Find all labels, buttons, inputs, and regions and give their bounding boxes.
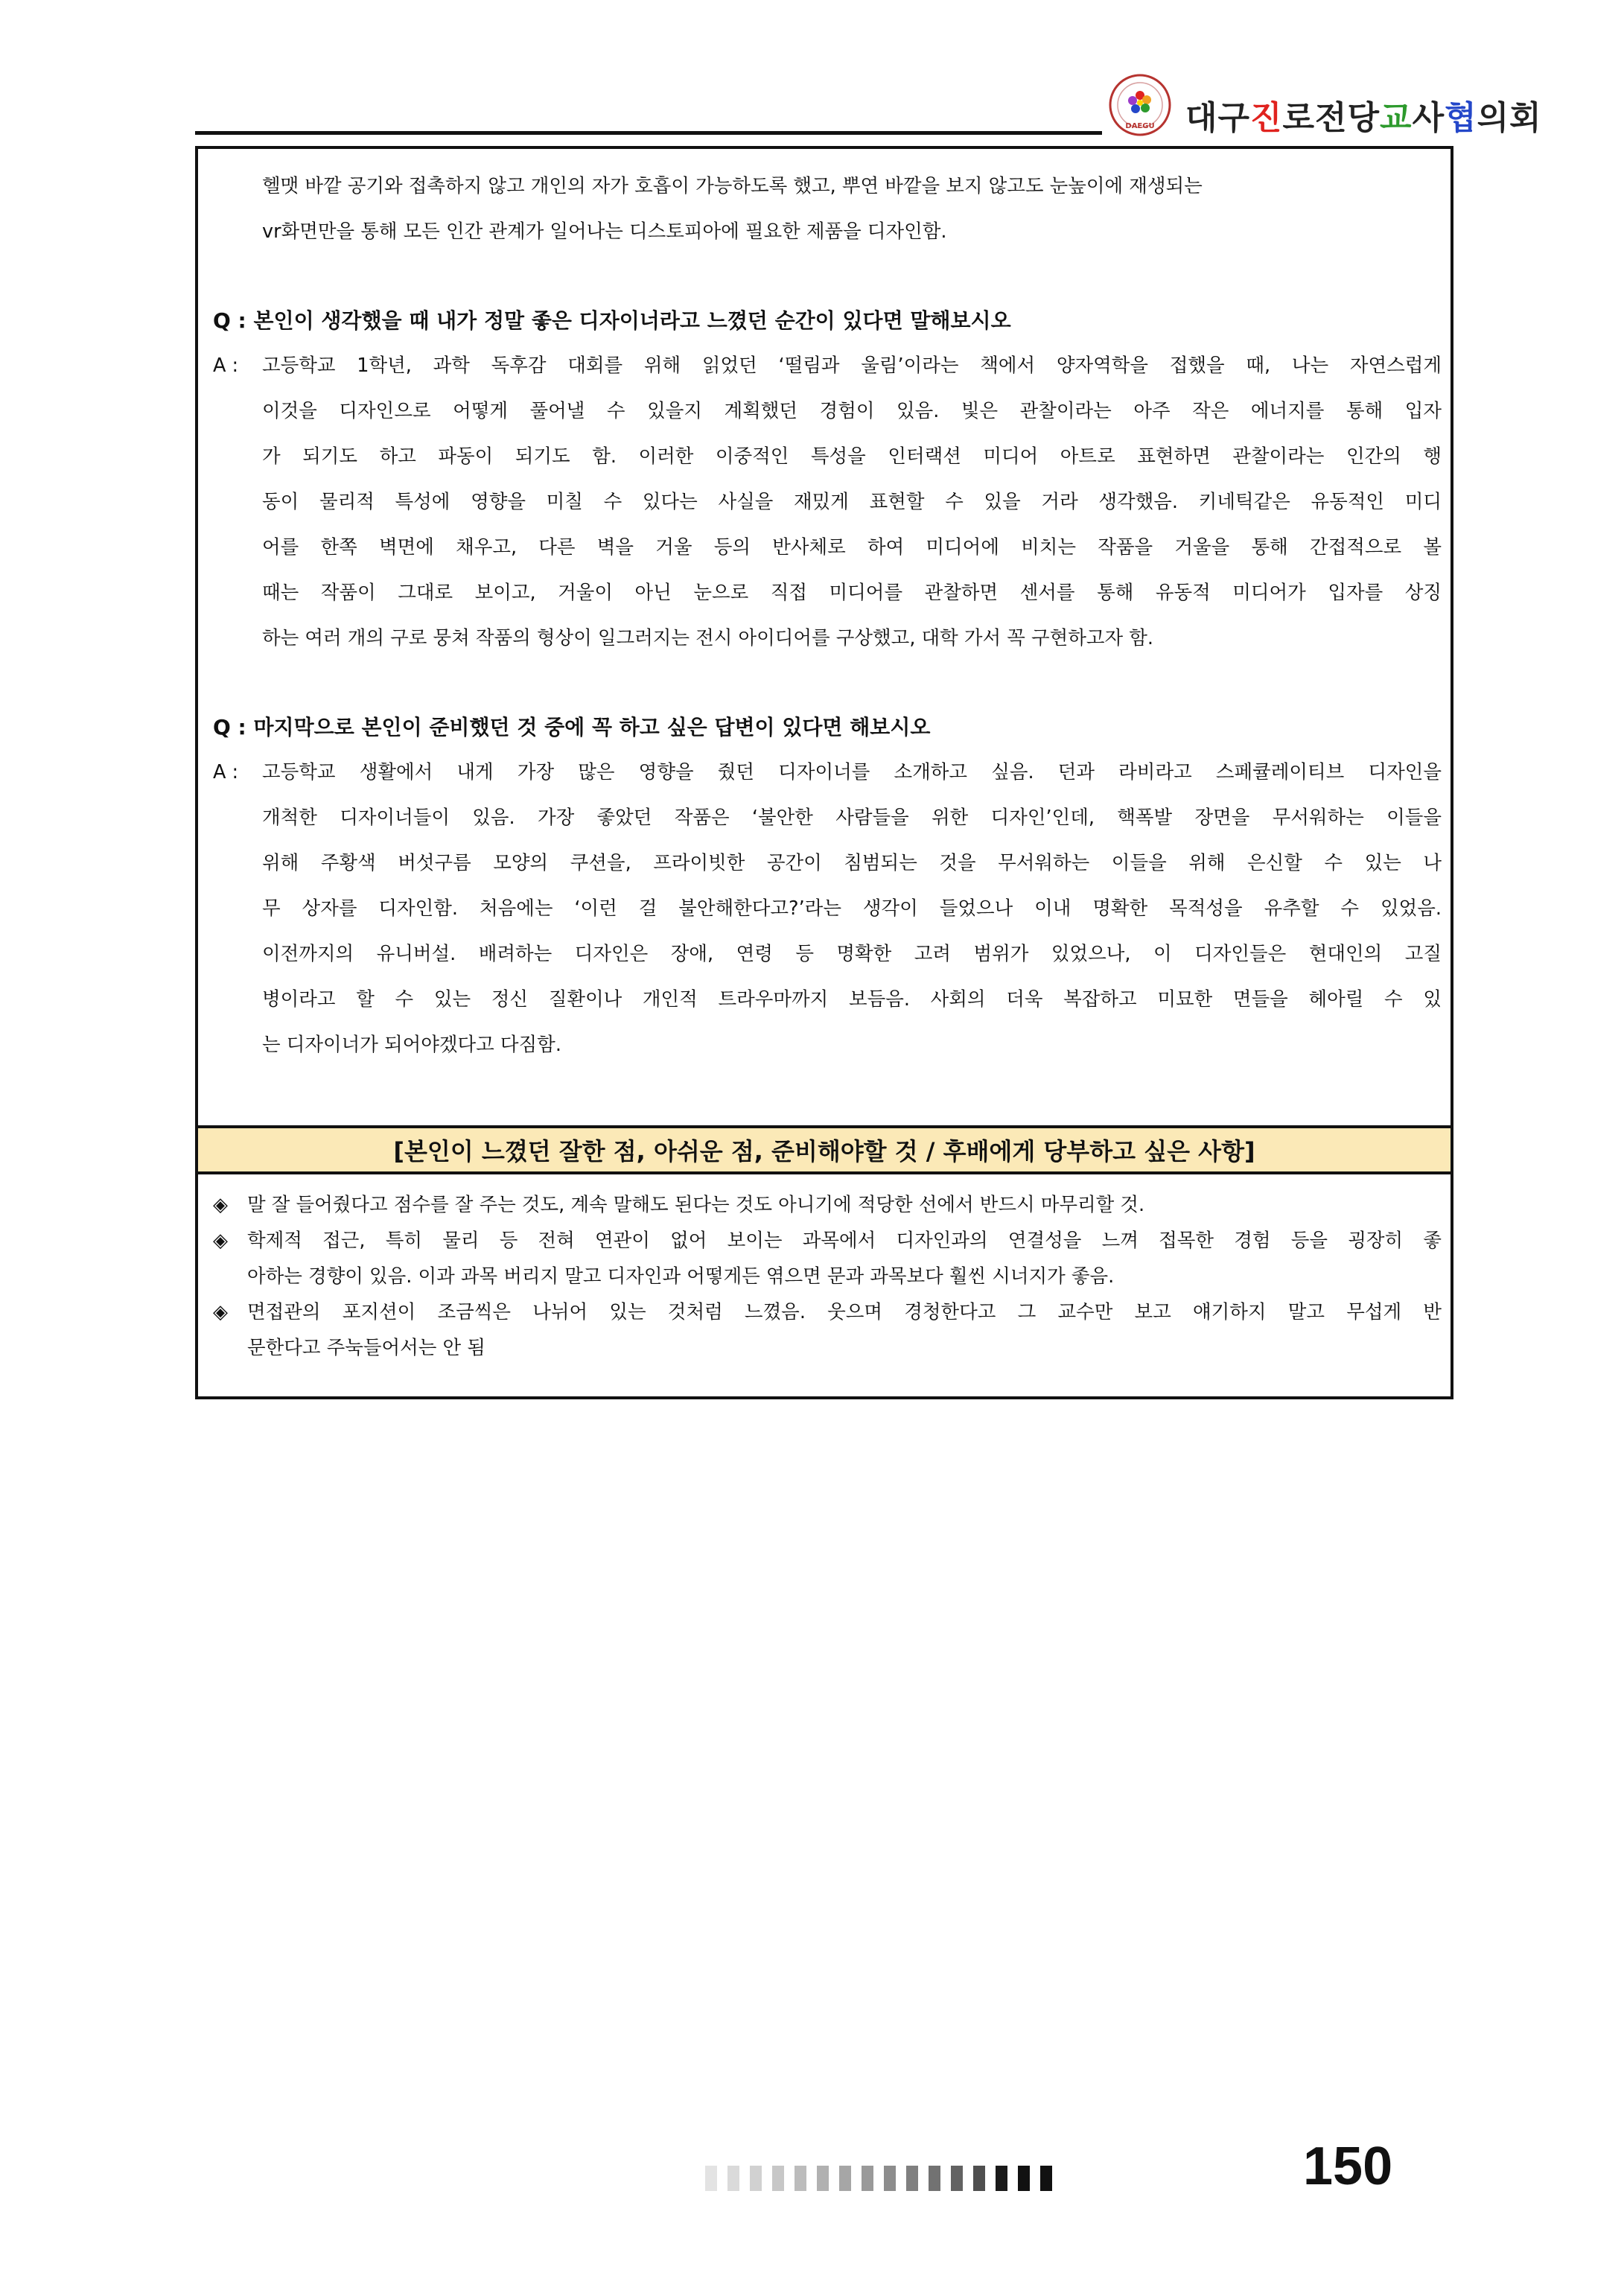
answer <box>213 750 1442 1068</box>
answer-line: 때는 작품이 그대로 보이고, 거울이 아닌 눈으로 직접 미디어를 관찰하면 센서를 통해 유동적 미디어가 입자를 상징 <box>262 582 1442 604</box>
logo-text: DAEGU <box>1125 122 1155 130</box>
answer-line: 어를 한쪽 벽면에 채우고, 다른 벽을 거울 등의 반사체로 하여 미디어에 비치는 작품을 거울을 통해 간접적으로 볼 <box>262 536 1442 559</box>
answer-line: 개척한 디자이너들이 있음. 가장 좋았던 작품은 ‘불안한 사람들을 위한 디자인’인데, 핵폭발 장면을 무서워하는 이들을 <box>262 807 1442 829</box>
list-item <box>213 1187 1442 1223</box>
interview-content-box <box>195 146 1453 1399</box>
page-bar-segment <box>817 2166 829 2191</box>
answer-line: 이것을 디자인으로 어떻게 풀어낼 수 있을지 계획했던 경험이 있음. 빛은 관찰이라는 아주 작은 에너지를 통해 입자 <box>262 400 1442 422</box>
text-line: 헬맷 바깥 공기와 접촉하지 않고 개인의 자가 호흡이 가능하도록 했고, 뿌연 바깥을 보지 않고도 눈높이에 재생되는 <box>262 175 1203 197</box>
answer-line: 고등학교 1학년, 과학 독후감 대회를 위해 읽었던 ‘떨림과 울림’이라는 책에서 양자역학을 접했을 때, 나는 자연스럽게 <box>262 354 1442 377</box>
answer <box>213 343 1442 661</box>
bullet-line: 문한다고 주눅들어서는 안 됨 <box>247 1337 485 1359</box>
answer-line: 하는 여러 개의 구로 뭉쳐 작품의 형상이 일그러지는 전시 아이디어를 구상했고, 대학 가서 꼭 구현하고자 함. <box>262 627 1154 649</box>
answer-label: A : <box>213 761 239 783</box>
page-bar-segment <box>862 2166 873 2191</box>
bullet-line: 면접관의 포지션이 조금씩은 나뉘어 있는 것처럼 느꼈음. 웃으며 경청한다고 그 교수만 보고 얘기하지 말고 무섭게 반 <box>247 1301 1442 1323</box>
answer-line: 위해 주황색 버섯구름 모양의 쿠션을, 프라이빗한 공간이 침범되는 것을 무서워하는 이들을 위해 은신할 수 있는 나 <box>262 852 1442 874</box>
org-title-part: 협 <box>1445 99 1477 137</box>
question: Q : 마지막으로 본인이 준비했던 것 중에 꼭 하고 싶은 답변이 있다면 해보시오 <box>213 715 931 740</box>
answer-line: 고등학교 생활에서 내게 가장 많은 영향을 줬던 디자이너를 소개하고 싶음. 던과 라비라고 스페큘레이티브 디자인을 <box>262 761 1442 783</box>
page-bar-segment <box>705 2166 717 2191</box>
page-bar-segment <box>951 2166 963 2191</box>
page-bar-segment <box>996 2166 1007 2191</box>
diamond-bullet-icon: ◈ <box>213 1301 228 1323</box>
text-line: vr화면만을 통해 모든 인간 관계가 일어나는 디스토피아에 필요한 제품을 디자인함. <box>262 220 947 243</box>
answer-line: 병이라고 할 수 있는 정신 질환이나 개인적 트라우마까지 보듬음. 사회의 더욱 복잡하고 미묘한 면들을 헤아릴 수 있 <box>262 988 1442 1011</box>
page-bar-segment <box>906 2166 918 2191</box>
answer-line: 이전까지의 유니버설. 배려하는 디자인은 장애, 연령 등 명확한 고려 범위가 있었으나, 이 디자인들은 현대인의 고질 <box>262 943 1442 965</box>
page-bar-segment <box>727 2166 739 2191</box>
answer-label: A : <box>213 354 239 377</box>
qa-item <box>213 298 1442 661</box>
org-title-part: 대구 <box>1185 99 1251 137</box>
bullet-line: 아하는 경향이 있음. 이과 과목 버리지 말고 디자인과 어떻게든 엮으면 문과 과목보다 훨씬 시너지가 좋음. <box>247 1265 1115 1288</box>
tips-list <box>213 1187 1442 1366</box>
answer-line: 가 되기도 하고 파동이 되기도 함. 이러한 이중적인 특성을 인터랙션 미디어 아트로 표현하면 관찰이라는 인간의 행 <box>262 445 1442 468</box>
qa-item <box>213 705 1442 1068</box>
diamond-bullet-icon: ◈ <box>213 1230 228 1252</box>
page-bar-segment <box>750 2166 762 2191</box>
list-item <box>213 1294 1442 1366</box>
answer-line: 무 상자를 디자인함. 처음에는 ‘이런 걸 불안해한다고?’라는 생각이 들었으나 이내 명확한 목적성을 유추할 수 있었음. <box>262 897 1442 920</box>
answer-line: 는 디자이너가 되어야겠다고 다짐함. <box>262 1034 561 1056</box>
org-title-part: 로전당 <box>1282 99 1381 137</box>
page-gradient-bar <box>705 2166 1052 2191</box>
org-title-part: 사 <box>1412 99 1445 137</box>
header-rule <box>195 131 1102 135</box>
page-bar-segment <box>1018 2166 1030 2191</box>
continuation-text <box>213 164 1442 255</box>
page-bar-segment <box>772 2166 784 2191</box>
page-bar-segment <box>839 2166 851 2191</box>
page-bar-segment <box>884 2166 896 2191</box>
list-item <box>213 1223 1442 1294</box>
org-title-part: 진 <box>1250 99 1283 137</box>
bullet-line: 학제적 접근, 특히 물리 등 전혀 연관이 없어 보이는 과목에서 디자인과의 연결성을 느껴 접목한 경험 등을 굉장히 좋 <box>247 1230 1442 1252</box>
page-bar-segment <box>929 2166 940 2191</box>
org-title-part: 교 <box>1380 99 1413 137</box>
organization-title <box>1185 91 1542 139</box>
reflection-section-title: [본인이 느꼈던 잘한 점, 아쉬운 점, 준비해야할 것 / 후배에게 당부하고 싶은 사항] <box>198 1125 1451 1174</box>
org-title-part: 의회 <box>1477 99 1542 137</box>
association-emblem-icon <box>1108 73 1172 137</box>
answer-line: 동이 물리적 특성에 영향을 미칠 수 있다는 사실을 재밌게 표현할 수 있을 거라 생각했음. 키네틱같은 유동적인 미디 <box>262 491 1442 513</box>
page-number: 150 <box>1303 2137 1393 2196</box>
page-bar-segment <box>795 2166 806 2191</box>
bullet-line: 말 잘 들어줬다고 점수를 잘 주는 것도, 계속 말해도 된다는 것도 아니기에 적당한 선에서 반드시 마무리할 것. <box>247 1194 1145 1216</box>
page-bar-segment <box>973 2166 985 2191</box>
diamond-bullet-icon: ◈ <box>213 1194 228 1216</box>
question: Q : 본인이 생각했을 때 내가 정말 좋은 디자이너라고 느꼈던 순간이 있다면 말해보시오 <box>213 308 1011 333</box>
page-bar-segment <box>1040 2166 1052 2191</box>
